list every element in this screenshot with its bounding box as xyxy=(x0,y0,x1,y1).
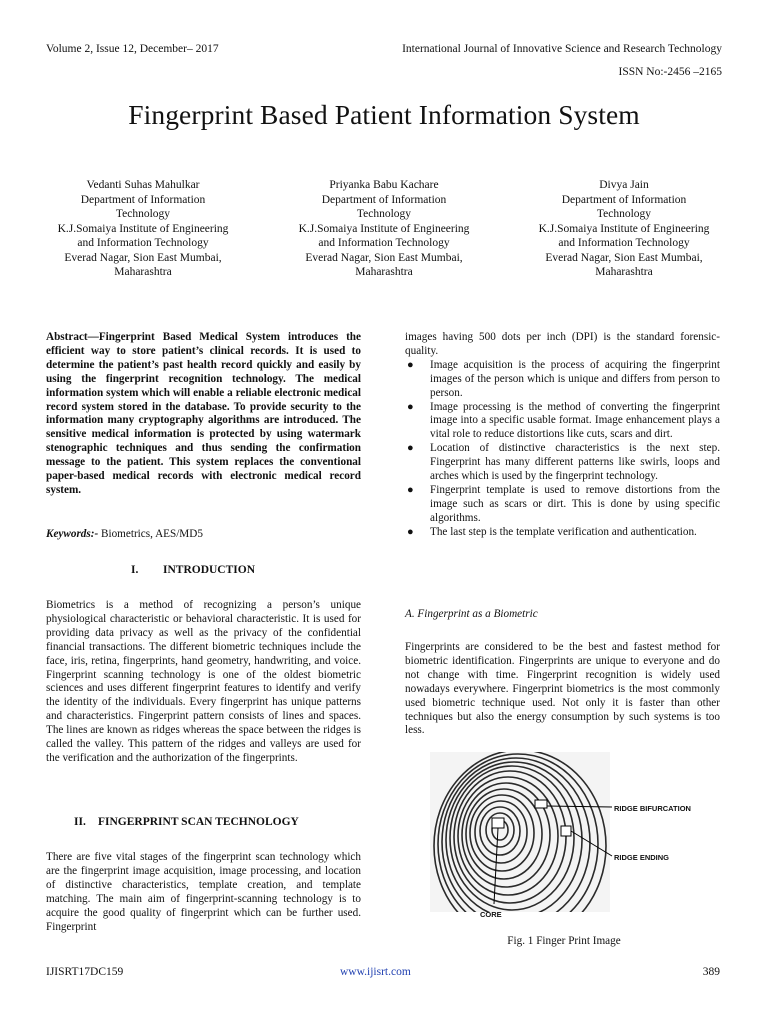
bullet-icon: ● xyxy=(407,525,414,538)
author-address: Maharashtra xyxy=(114,266,172,278)
author-name: Priyanka Babu Kachare xyxy=(329,179,439,191)
section-number: II. xyxy=(74,816,86,828)
author-institute: and Information Technology xyxy=(77,237,209,249)
keywords-text: Biometrics, AES/MD5 xyxy=(98,528,203,540)
author-institute: and Information Technology xyxy=(558,237,690,249)
keywords-label: Keywords:- xyxy=(46,528,99,540)
bullet-icon: ● xyxy=(407,358,414,371)
list-item: ● Image acquisition is the process of acquiring the fingerprint images of the person which is unique and differs from person to person. xyxy=(407,358,720,399)
ending-marker xyxy=(561,826,571,836)
author-institute: K.J.Somaiya Institute of Engineering xyxy=(538,222,710,235)
footer-id: IJISRT17DC159 xyxy=(46,966,124,978)
intro-section xyxy=(46,599,361,766)
author-dept: Technology xyxy=(115,208,171,220)
section-heading: FINGERPRINT SCAN TECHNOLOGY xyxy=(98,816,299,828)
author-dept: Technology xyxy=(596,208,652,220)
author-address: Maharashtra xyxy=(595,266,653,278)
author-block xyxy=(519,178,729,280)
list-item: ● The last step is the template verification and authentication. xyxy=(407,525,697,538)
author-institute: and Information Technology xyxy=(318,237,450,249)
list-item: ● Location of distinctive characteristics is the next step. Fingerprint has many different patterns like swirls, loops and arches which is used by the fingerprint technology. xyxy=(407,442,720,483)
author-dept: Department of Information xyxy=(321,193,447,206)
fingerprint-figure xyxy=(420,752,720,924)
continuation-paragraph: images having 500 dots per inch (DPI) is the standard forensic-quality. xyxy=(405,331,720,357)
author-dept: Department of Information xyxy=(561,193,687,206)
core-label: CORE xyxy=(480,910,502,919)
author-institute: K.J.Somaiya Institute of Engineering xyxy=(298,222,470,235)
intro-paragraph: Biometrics is a method of recognizing a person’s unique physiological characteristic or behavioral characteristic. It is used for providing data privacy as well as the privacy of the confidential financial transactions. The different biometric techniques include the face, iris, retina, fingerprints, hand geometry, handwriting, and voice. Fingerprint scanning technology is one of the oldest biometric sciences and uses different fingerprint features to identify and verify the identity of the individuals. Every fingerprint has unique patterns and characteristics. Fingerprint pattern consists of lines and spaces. The lines are known as ridges whereas the space between the ridges is called the valley. This pattern of the ridges and valleys are used for the verification and the authorization of the fingerprints. xyxy=(46,599,361,764)
biometric-paragraph: Fingerprints are considered to be the best and fastest method for biometric identification. Fingerprints are unique to everyone and do not change with time. Fingerprint recognition is widely used nowadays everywhere. Fingerprint biometrics is the most commonly used biometric technique used. Not only it is faster than other techniques but also the energy consumption by such systems is too less. xyxy=(405,641,720,737)
figure-caption: Fig. 1 Finger Print Image xyxy=(507,935,621,947)
section-heading: INTRODUCTION xyxy=(163,564,256,576)
ending-label: RIDGE ENDING xyxy=(614,853,670,862)
bifurcation-label: RIDGE BIFURCATION xyxy=(614,804,691,813)
author-address: Maharashtra xyxy=(355,266,413,278)
subsection-heading: A. Fingerprint as a Biometric xyxy=(405,608,538,620)
author-dept: Department of Information xyxy=(80,193,206,206)
scan-tech-paragraph: There are five vital stages of the fingerprint scan technology which are the fingerprint image acquisition, image processing, and location of distinctive characteristics, template creation, and template matching. The main aim of fingerprint-scanning technology is to acquire the good quality of fingerprint which can be further used. Fingerprint xyxy=(46,851,361,933)
author-dept: Technology xyxy=(356,208,412,220)
scan-tech-section xyxy=(46,851,361,934)
author-address: Everad Nagar, Sion East Mumbai, xyxy=(64,251,222,264)
list-item: ● Fingerprint template is used to remove distortions from the image such as scars or dirt. This is done by using specific algorithms. xyxy=(407,483,720,524)
volume-info: Volume 2, Issue 12, December– 2017 xyxy=(46,43,219,55)
bullet-icon: ● xyxy=(407,442,414,455)
issn: ISSN No:-2456 –2165 xyxy=(618,66,722,78)
footer-website-link[interactable]: www.ijisrt.com xyxy=(340,966,411,978)
author-block xyxy=(38,178,248,280)
list-item: ● Image processing is the method of converting the fingerprint image into a specific usable format. Image enhancement plays a vital role to reduce distortions like cuts, scars and dirt. xyxy=(407,400,720,441)
fingerprint-image xyxy=(420,752,720,924)
bullet-icon: ● xyxy=(407,400,414,413)
keywords-line xyxy=(46,528,361,542)
bifurcation-marker xyxy=(535,800,547,808)
author-address: Everad Nagar, Sion East Mumbai, xyxy=(305,251,463,264)
author-name: Divya Jain xyxy=(599,179,649,191)
stages-list xyxy=(405,359,720,540)
journal-name: International Journal of Innovative Science and Research Technology xyxy=(402,43,722,55)
biometric-subsection xyxy=(405,641,720,738)
page-number: 389 xyxy=(702,966,720,978)
abstract-block xyxy=(46,331,361,498)
core-marker xyxy=(492,818,504,828)
abstract: Abstract—Fingerprint Based Medical System introduces the efficient way to store patient’s clinical records. It is used to determine the patient’s past health record quickly and easily by using the fingerprint recognition technology. The medical information system which will enable a reliable electronic medical record system stored in the database. To provide security to the information many cryptography algorithms are introduced. The sensitive medical information is protected by using watermark stenographic techniques and thus sending the confirmation message to the patient. This system replaces the conventional paper-based medical records with electronic medical record system. xyxy=(46,331,361,496)
bullet-icon: ● xyxy=(407,483,414,496)
author-name: Vedanti Suhas Mahulkar xyxy=(86,179,200,191)
section-number: I. xyxy=(131,564,139,576)
right-column xyxy=(405,331,720,540)
author-address: Everad Nagar, Sion East Mumbai, xyxy=(545,251,703,264)
author-block xyxy=(279,178,489,280)
paper-title: Fingerprint Based Patient Information System xyxy=(128,99,640,130)
author-institute: K.J.Somaiya Institute of Engineering xyxy=(57,222,229,235)
